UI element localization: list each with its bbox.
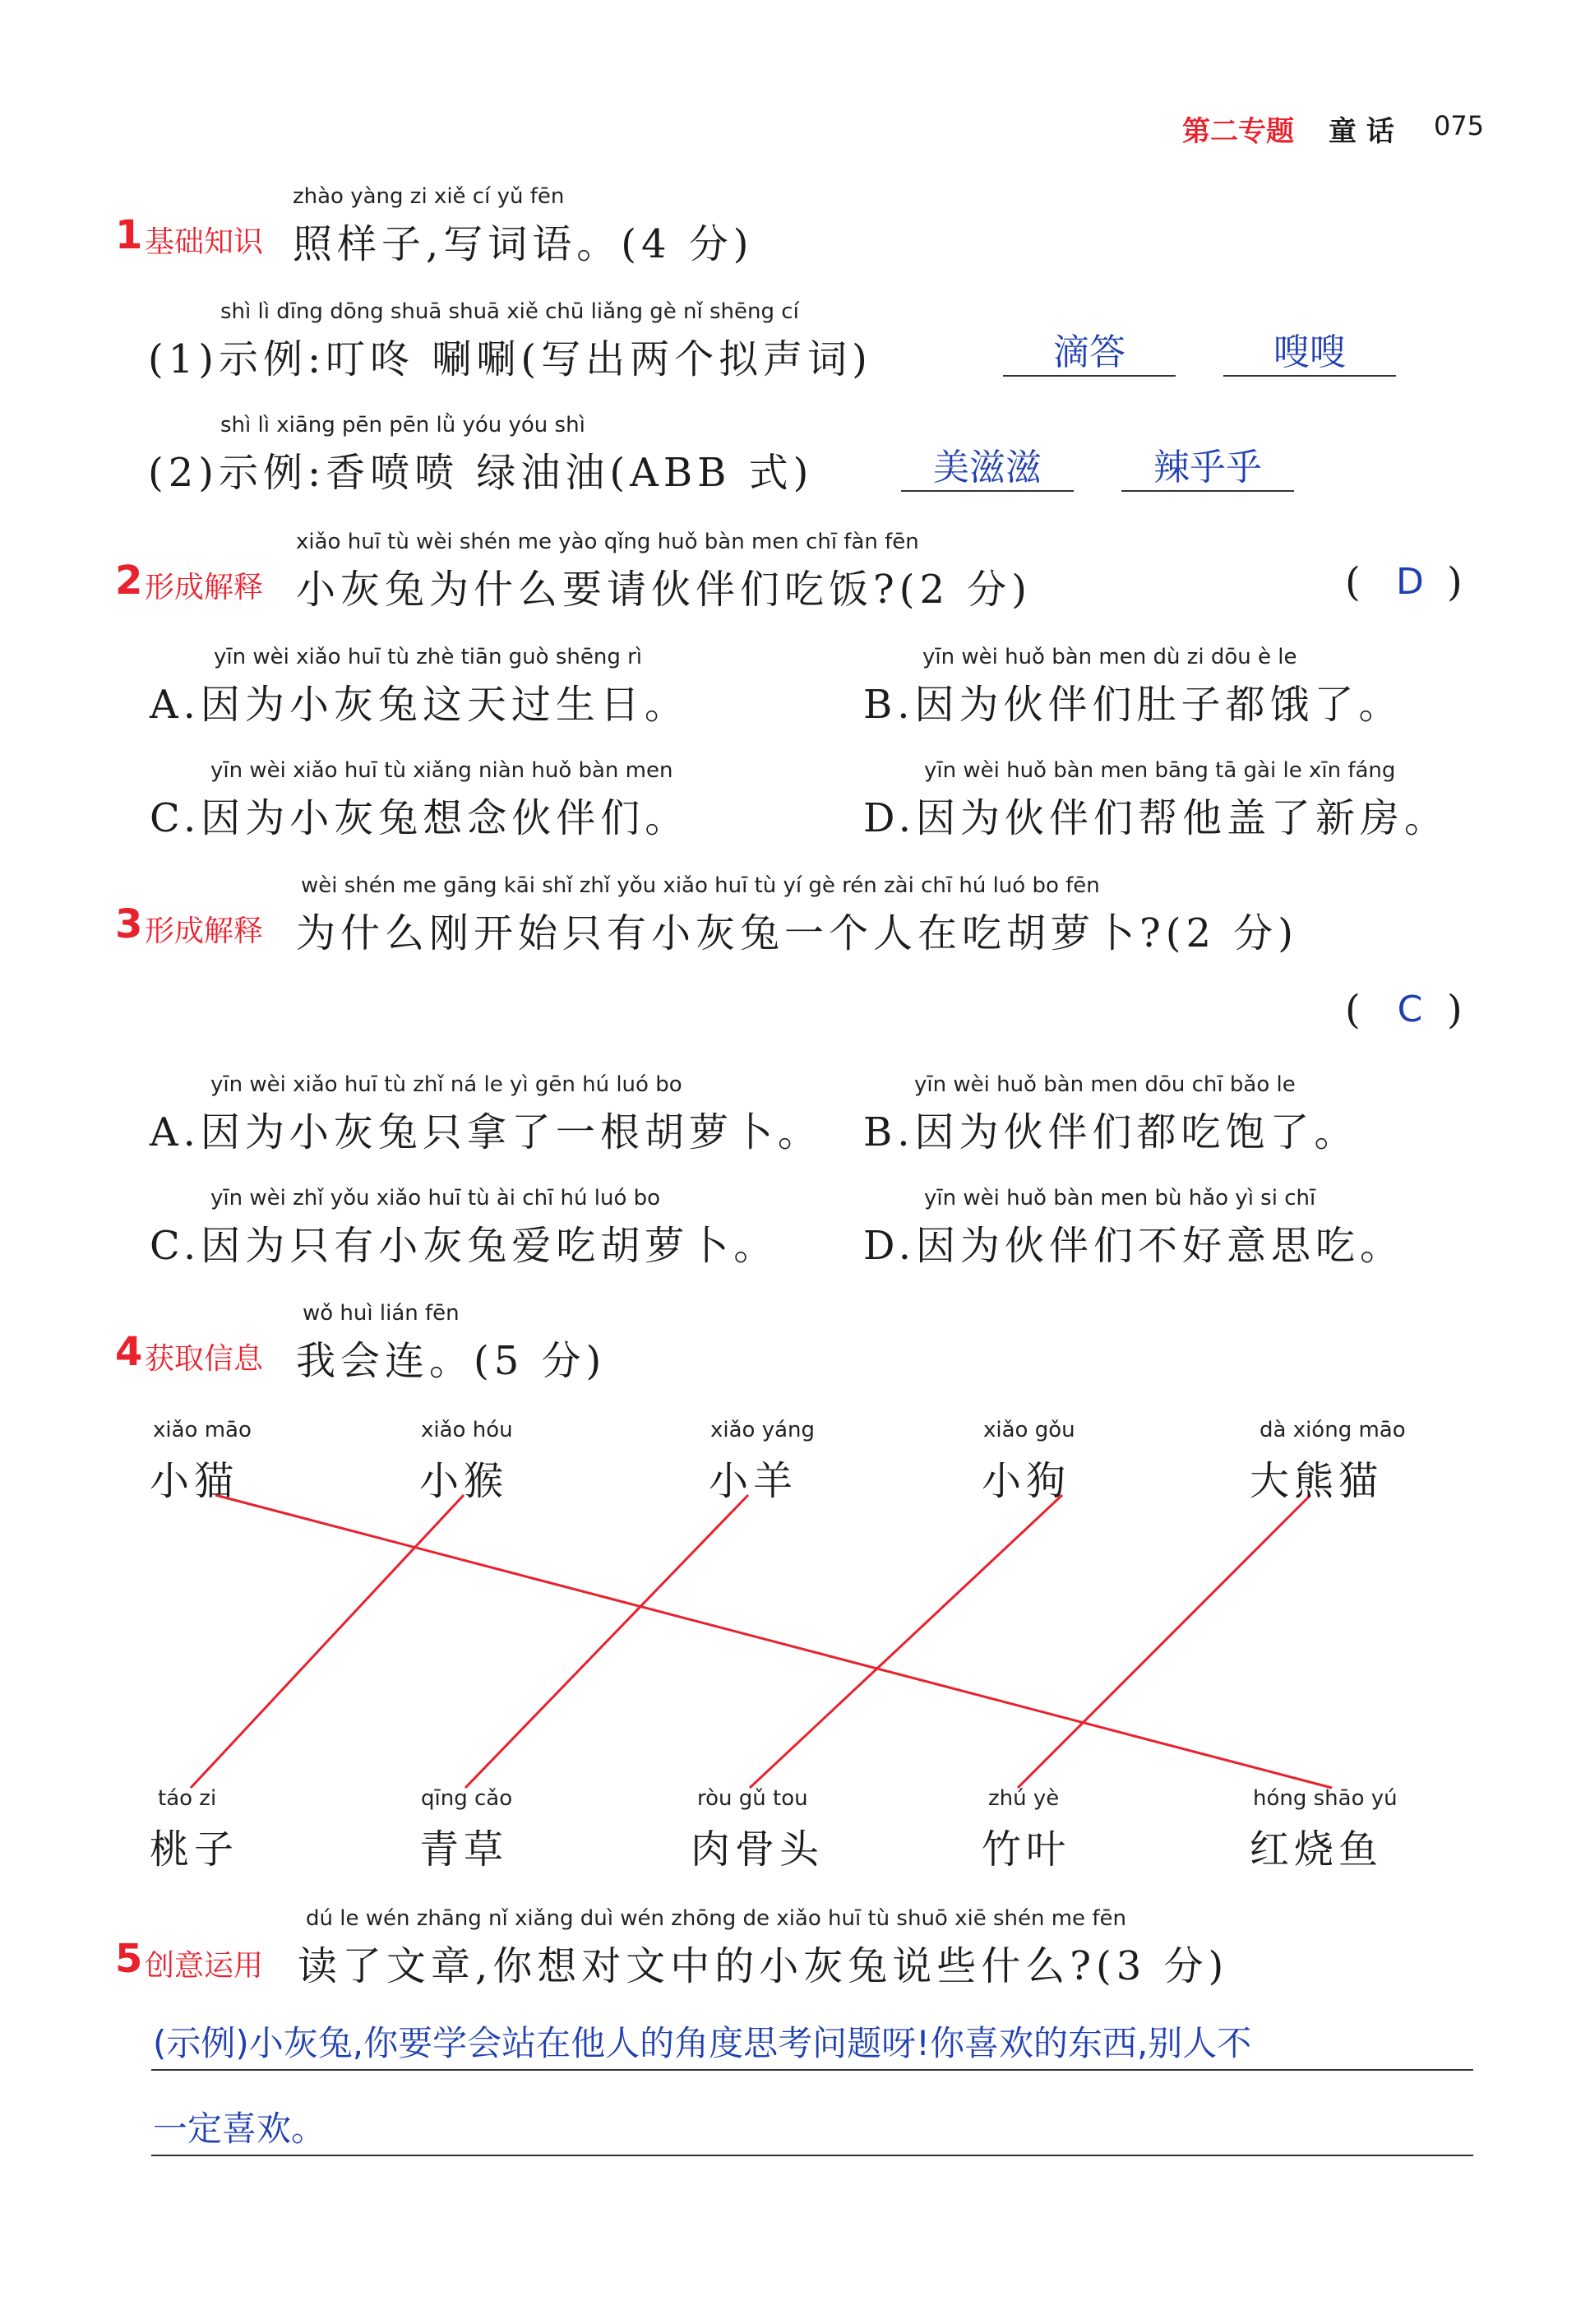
- q1-s2-pinyin: shì lì xiāng pēn pēn lǜ yóu yóu shì: [220, 413, 585, 437]
- q5-answer-line-2: 一定喜欢。: [153, 2109, 326, 2149]
- animal-pinyin-5: dà xióng māo: [1260, 1418, 1406, 1442]
- question-number-4: 4: [115, 1329, 143, 1375]
- q2-answer: D: [1396, 561, 1424, 603]
- food-4: 竹叶: [982, 1826, 1071, 1873]
- q2-answer-paren-open: (: [1345, 559, 1366, 605]
- question-number-3: 3: [115, 901, 143, 947]
- question-number-1: 1: [115, 212, 143, 258]
- q2-option-d: D.因为伙伴们帮他盖了新房。: [863, 795, 1449, 841]
- q2-answer-paren-close: ): [1447, 559, 1468, 605]
- food-5: 红烧鱼: [1250, 1826, 1384, 1873]
- q5-answer-rule-1: [151, 2069, 1473, 2071]
- q2-title-pinyin: xiǎo huī tù wèi shén me yào qǐng huǒ bàn men chī fàn fēn: [296, 530, 919, 554]
- food-pinyin-3: ròu gǔ tou: [697, 1786, 808, 1811]
- q3-title: 为什么刚开始只有小灰兔一个人在吃胡萝卜?(2 分): [296, 910, 1298, 956]
- q2-option-c-pinyin: yīn wèi xiǎo huī tù xiǎng niàn huǒ bàn men: [210, 758, 673, 783]
- question-tag-4: 获取信息: [145, 1342, 264, 1376]
- q3-option-c: C.因为只有小灰兔爱吃胡萝卜。: [150, 1223, 779, 1269]
- q2-option-a: A.因为小灰兔这天过生日。: [150, 682, 689, 728]
- food-3: 肉骨头: [691, 1826, 825, 1873]
- q1-title-pinyin: zhào yàng zi xiě cí yǔ fēn: [293, 184, 565, 209]
- q1-title: 照样子,写词语。(4 分): [293, 221, 754, 267]
- question-tag-5: 创意运用: [145, 1949, 264, 1983]
- animal-5: 大熊猫: [1250, 1458, 1384, 1504]
- animal-pinyin-4: xiǎo gǒu: [983, 1418, 1075, 1442]
- food-pinyin-2: qīng cǎo: [421, 1786, 513, 1811]
- q1-s2-answer-1: 美滋滋: [933, 447, 1042, 488]
- q3-answer-paren-close: ): [1447, 987, 1468, 1033]
- q3-option-d: D.因为伙伴们不好意思吃。: [863, 1223, 1405, 1269]
- genre-title: 童 话: [1329, 115, 1394, 148]
- match-line-2: [191, 1495, 464, 1788]
- q3-answer-paren-open: (: [1345, 987, 1366, 1033]
- page-number: 075: [1434, 110, 1485, 141]
- q3-answer: C: [1397, 988, 1423, 1030]
- q2-option-c: C.因为小灰兔想念伙伴们。: [150, 795, 690, 841]
- q3-option-c-pinyin: yīn wèi zhǐ yǒu xiǎo huī tù ài chī hú luó bo: [210, 1186, 661, 1211]
- question-tag-2: 形成解释: [145, 571, 264, 604]
- q1-s1-answer-1: 滴答: [1053, 331, 1125, 373]
- q5-answer-rule-2: [151, 2155, 1473, 2156]
- q2-option-b: B.因为伙伴们肚子都饿了。: [863, 682, 1403, 728]
- food-pinyin-1: táo zi: [158, 1786, 217, 1811]
- food-1: 桃子: [150, 1826, 239, 1873]
- question-number-2: 2: [115, 558, 143, 604]
- question-tag-1: 基础知识: [145, 225, 264, 259]
- q3-option-a-pinyin: yīn wèi xiǎo huī tù zhǐ ná le yì gēn hú luó bo: [210, 1072, 682, 1097]
- animal-2: 小猴: [419, 1458, 509, 1504]
- food-pinyin-4: zhú yè: [988, 1786, 1060, 1811]
- q2-option-b-pinyin: yīn wèi huǒ bàn men dù zi dōu è le: [922, 645, 1297, 669]
- q1-s2-text: (2)示例:香喷喷 绿油油(ABB 式): [148, 450, 814, 496]
- animal-pinyin-1: xiǎo māo: [153, 1418, 252, 1442]
- q3-option-b: B.因为伙伴们都吃饱了。: [863, 1109, 1359, 1155]
- q1-s1-text: (1)示例:叮咚 唰唰(写出两个拟声词): [148, 336, 872, 382]
- q1-s1-pinyin: shì lì dīng dōng shuā shuā xiě chū liǎng gè nǐ shēng cí: [220, 299, 799, 324]
- q3-title-pinyin: wèi shén me gāng kāi shǐ zhǐ yǒu xiǎo huī tù yí gè rén zài chī hú luó bo fēn: [301, 873, 1100, 898]
- q1-s2-answer-2: 辣乎乎: [1153, 447, 1262, 488]
- q2-title: 小灰兔为什么要请伙伴们吃饭?(2 分): [296, 567, 1032, 613]
- q5-title: 读了文章,你想对文中的小灰兔说些什么?(3 分): [298, 1943, 1229, 1989]
- section-title: 第二专题: [1182, 115, 1294, 148]
- q4-title-pinyin: wǒ huì lián fēn: [303, 1301, 460, 1326]
- q3-option-d-pinyin: yīn wèi huǒ bàn men bù hǎo yì si chī: [924, 1186, 1316, 1211]
- match-line-4: [750, 1495, 1062, 1788]
- q3-option-b-pinyin: yīn wèi huǒ bàn men dōu chī bǎo le: [914, 1072, 1296, 1097]
- food-2: 青草: [419, 1826, 509, 1873]
- animal-pinyin-2: xiǎo hóu: [421, 1418, 513, 1442]
- food-pinyin-5: hóng shāo yú: [1253, 1786, 1398, 1811]
- q5-title-pinyin: dú le wén zhāng nǐ xiǎng duì wén zhōng de xiǎo huī tù shuō xiē shén me fēn: [306, 1906, 1126, 1931]
- animal-3: 小羊: [709, 1458, 798, 1504]
- q2-option-a-pinyin: yīn wèi xiǎo huī tù zhè tiān guò shēng rì: [214, 645, 643, 669]
- q1-s1-answer-2: 嗖嗖: [1273, 331, 1346, 373]
- q4-title: 我会连。(5 分): [296, 1338, 607, 1384]
- animal-1: 小猫: [150, 1458, 239, 1504]
- animal-pinyin-3: xiǎo yáng: [710, 1418, 816, 1442]
- question-number-5: 5: [115, 1936, 143, 1982]
- q2-option-d-pinyin: yīn wèi huǒ bàn men bāng tā gài le xīn fáng: [924, 758, 1396, 783]
- animal-4: 小狗: [982, 1458, 1071, 1504]
- q5-answer-line-1: (示例)小灰兔,你要学会站在他人的角度思考问题呀!你喜欢的东西,别人不: [153, 2023, 1252, 2063]
- question-tag-3: 形成解释: [145, 914, 264, 948]
- q3-option-a: A.因为小灰兔只拿了一根胡萝卜。: [150, 1109, 822, 1155]
- match-line-3: [465, 1495, 748, 1788]
